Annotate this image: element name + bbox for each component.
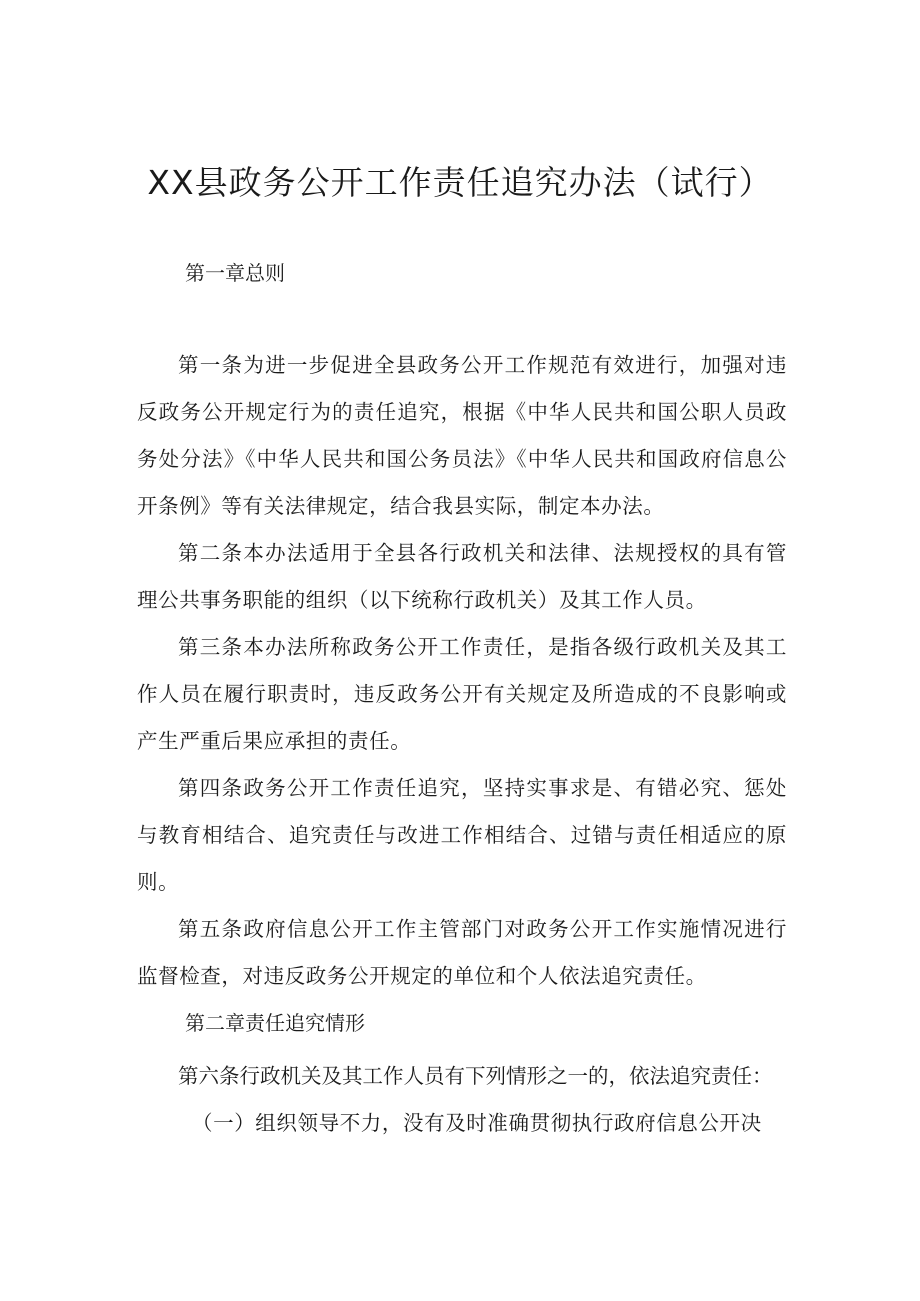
article-3: 第三条本办法所称政务公开工作责任，是指各级行政机关及其工作人员在履行职责时，违反政务公开有关规定及所造成的不良影响或产生严重后果应承担的责任。 <box>137 635 787 753</box>
chapter-heading-2: 第二章责任追究情形 <box>185 1011 365 1035</box>
document-title: XX县政务公开工作责任追究办法（试行） <box>147 163 773 202</box>
article-4: 第四条政务公开工作责任追究，坚持实事求是、有错必究、惩处与教育相结合、追究责任与改进工作相结合、过错与责任相适应的原则。 <box>137 776 787 894</box>
article-2: 第二条本办法适用于全县各行政机关和法律、法规授权的具有管理公共事务职能的组织（以下统称行政机关）及其工作人员。 <box>137 541 787 612</box>
article-1: 第一条为进一步促进全县政务公开工作规范有效进行，加强对违反政务公开规定行为的责任追究，根据《中华人民共和国公职人员政务处分法》《中华人民共和国公务员法》《中华人民共和国政府信息公开条例》等有关法律规定，结合我县实际，制定本办法。 <box>137 353 787 518</box>
chapter-heading-1: 第一章总则 <box>185 261 285 285</box>
article-6-item-1: （一）组织领导不力，没有及时准确贯彻执行政府信息公开决 <box>192 1111 762 1135</box>
article-5: 第五条政府信息公开工作主管部门对政务公开工作实施情况进行监督检查，对违反政务公开规定的单位和个人依法追究责任。 <box>137 917 787 988</box>
article-6: 第六条行政机关及其工作人员有下列情形之一的，依法追究责任： <box>178 1064 773 1088</box>
